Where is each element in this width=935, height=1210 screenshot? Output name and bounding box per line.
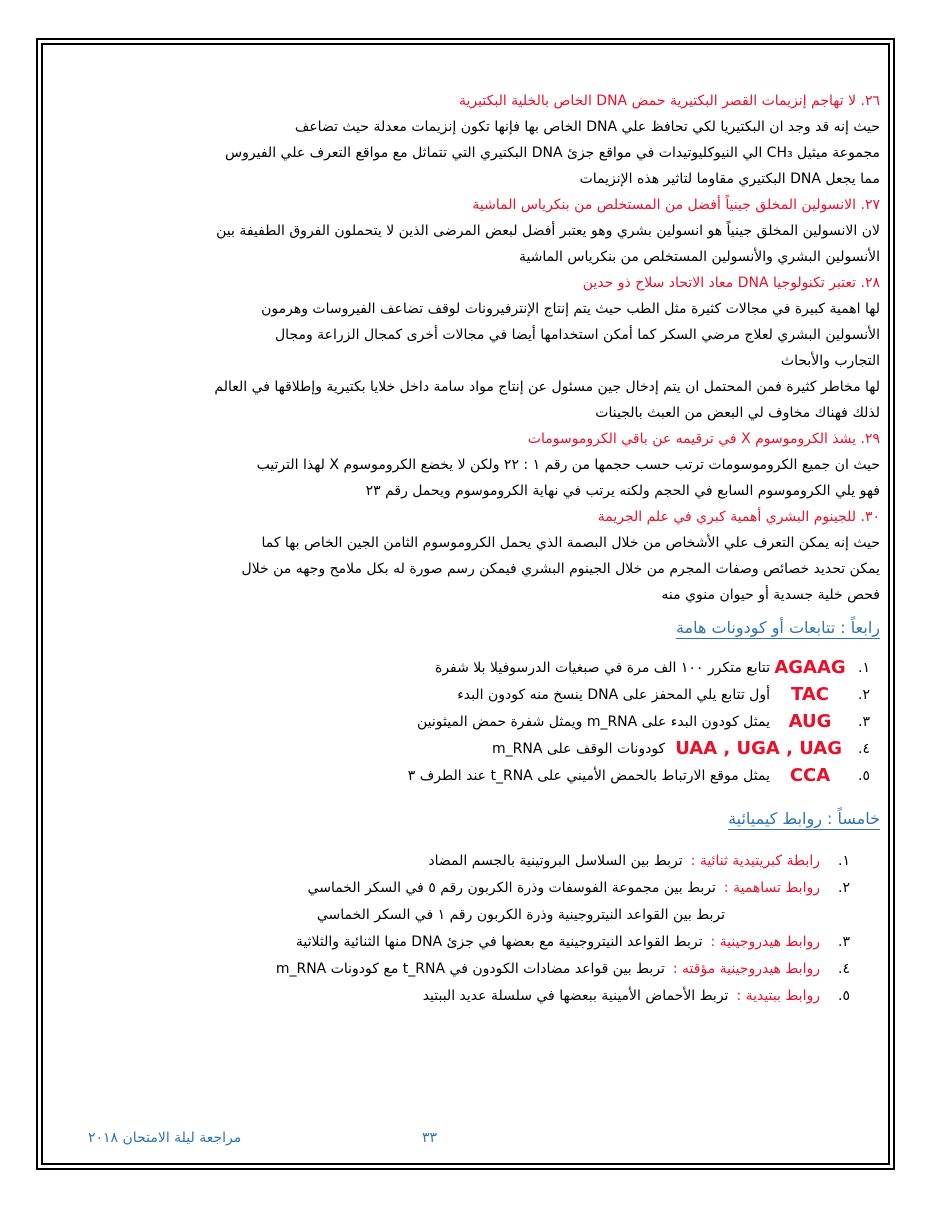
codon-sequence: TAC bbox=[790, 684, 830, 705]
codon-item bbox=[78, 654, 880, 681]
codon-description: يمثل موقع الارتباط بالحمض الأميني على t_RNA عند الطرف ٣ bbox=[407, 767, 770, 784]
item-number: ١. bbox=[858, 659, 870, 676]
bond-item bbox=[78, 982, 880, 1009]
question-title: ٢٨. تعتبر تكنولوجيا DNA معاد الاتحاد سلاح ذو حدين bbox=[582, 275, 880, 291]
item-number: ٣. bbox=[858, 713, 870, 730]
bond-item bbox=[78, 874, 880, 901]
answer-line: لذلك فهناك مخاوف لي البعض من العبث بالجينات bbox=[595, 405, 880, 421]
codon-sequence: UAA , UGA , UAG bbox=[675, 738, 842, 759]
item-number: ٢. bbox=[838, 879, 850, 896]
question-26 bbox=[78, 88, 880, 192]
question-27 bbox=[78, 192, 880, 270]
answer-line: لان الانسولين المخلق جينياً هو انسولين بشري وهو يعتبر أفضل لبعض المرضى الذين لا يتحملون الفروق الطفيفة بين bbox=[216, 223, 880, 239]
answer-line: مما يجعل DNA البكتيري مقاوما لتاثير هذه الإنزيمات bbox=[579, 171, 880, 187]
question-title: ٢٦. لا تهاجم إنزيمات القصر البكتيرية حمض DNA الخاص بالخلية البكتيرية bbox=[459, 93, 880, 109]
bond-item bbox=[78, 928, 880, 955]
item-number: ٥. bbox=[838, 987, 850, 1004]
answer-line: التجارب والأبحاث bbox=[780, 353, 880, 369]
answer-line: لها اهمية كبيرة في مجالات كثيرة مثل الطب حيث يتم إنتاج الإنترفيرونات لوقف تضاعف الفيروسات وهرمون bbox=[261, 301, 880, 317]
question-29 bbox=[78, 426, 880, 504]
item-number: ٤. bbox=[858, 740, 870, 757]
bond-name: روابط هيدروجينية : bbox=[710, 933, 820, 950]
question-title: ٣٠. للجينوم البشري أهمية كبري في علم الجريمة bbox=[597, 509, 880, 525]
codon-sequence: CCA bbox=[789, 765, 831, 786]
codon-item bbox=[78, 708, 880, 735]
item-number: ٥. bbox=[858, 767, 870, 784]
bond-description: تربط الأحماض الأمينية ببعضها في سلسلة عديد الببتيد bbox=[422, 987, 729, 1004]
codon-sequence: AGAAG bbox=[774, 657, 846, 678]
page-number: ٣٣ bbox=[422, 1130, 438, 1146]
answer-line: حيث إنه يمكن التعرف علي الأشخاص من خلال البصمة الذي يحمل الكروموسوم الثامن الجين الخاص بها كما bbox=[261, 535, 880, 551]
footer-title: مراجعة ليلة الامتحان ٢٠١٨ bbox=[88, 1130, 242, 1146]
question-28 bbox=[78, 270, 880, 426]
codon-item bbox=[78, 735, 880, 762]
answer-line: فحص خلية جسدية أو حيوان منوي منه bbox=[661, 587, 880, 603]
question-title: ٢٩. يشذ الكروموسوم X في ترقيمه عن باقي الكروموسومات bbox=[527, 431, 880, 447]
codon-description: كودونات الوقف على m_RNA bbox=[491, 740, 666, 757]
answer-line: لها مخاطر كثيرة فمن المحتمل ان يتم إدخال جين مسئول عن إنتاج مواد سامة داخل خلايا بكتيرية وإطلاقها في العالم bbox=[214, 379, 880, 395]
codon-sequence: AUG bbox=[788, 711, 832, 732]
codon-item bbox=[78, 762, 880, 789]
bond-description: تربط بين القواعد النيتروجينية وذرة الكربون رقم ١ في السكر الخماسي bbox=[316, 906, 725, 923]
section-5-heading: خامساً : روابط كيميائية bbox=[728, 809, 880, 828]
codon-description: تتابع متكرر ١٠٠ الف مرة في صبغيات الدرسوفيلا بلا شفرة bbox=[434, 659, 770, 676]
answer-line: حيث إنه قد وجد ان البكتيريا لكي تحافظ علي DNA الخاص بها فإنها تكون إنزيمات معدلة حيث تضاعف bbox=[294, 119, 880, 135]
bond-item bbox=[78, 955, 880, 982]
item-number: ٣. bbox=[838, 933, 850, 950]
answer-line: الأنسولين البشري والأنسولين المستخلص من بنكرياس الماشية bbox=[518, 249, 880, 265]
question-title: ٢٧. الانسولين المخلق جينياً أفضل من المستخلص من بنكرياس الماشية bbox=[472, 197, 880, 213]
answer-line: الأنسولين البشري لعلاج مرضي السكر كما أمكن استخدامها أيضا في مجالات أخرى كمجال الزراعة ومجال bbox=[274, 327, 880, 343]
answer-line: فهو يلي الكروموسوم السابع في الحجم ولكنه يرتب في نهاية الكروموسوم ويحمل رقم ٢٣ bbox=[365, 483, 880, 499]
answer-line: مجموعة ميثيل CH₃ الي النيوكليوتيدات في مواقع جزئ DNA البكتيري التي تتماثل مع مواقع التعرف علي الفيروس bbox=[225, 145, 880, 161]
bond-description: تربط بين قواعد مضادات الكودون في t_RNA مع كودونات m_RNA bbox=[275, 960, 665, 977]
bond-description: تربط بين السلاسل البروتينية بالجسم المضاد bbox=[428, 852, 683, 869]
page-content bbox=[78, 88, 880, 1009]
bond-item-continued bbox=[78, 901, 880, 928]
codon-item bbox=[78, 681, 880, 708]
bond-description: تربط القواعد النيتروجينية مع بعضها في جزئ DNA منها الثنائية والثلاثية bbox=[295, 933, 703, 950]
bond-name: روابط ببتيدية : bbox=[736, 987, 820, 1004]
section-4-heading: رابعاً : تتابعات أو كودونات هامة bbox=[675, 618, 880, 637]
item-number: ٤. bbox=[838, 960, 850, 977]
bond-description: تربط بين مجموعة الفوسفات وذرة الكربون رقم ٥ في السكر الخماسي bbox=[307, 879, 716, 896]
codon-description: أول تتابع يلي المحفز على DNA ينسخ منه كودون البدء bbox=[457, 686, 770, 703]
bonds-list bbox=[78, 847, 880, 1009]
answer-line: يمكن تحديد خصائص وصفات المجرم من خلال الجينوم البشري فيمكن رسم صورة له بكل ملامح وجهه من خلال bbox=[241, 561, 880, 577]
bond-name: روابط هيدروجينية مؤقته : bbox=[672, 960, 820, 977]
bond-item bbox=[78, 847, 880, 874]
codon-description: يمثل كودون البدء على m_RNA ويمثل شفرة حمض الميثونين bbox=[416, 713, 770, 730]
item-number: ١. bbox=[838, 852, 850, 869]
codon-list bbox=[78, 654, 880, 789]
question-30 bbox=[78, 504, 880, 608]
bond-name: رابطة كبريتيدية ثنائية : bbox=[690, 852, 820, 869]
answer-line: حيث ان جميع الكروموسومات ترتب حسب حجمها من رقم ١ : ٢٢ ولكن لا يخضع الكروموسوم X لهذا الترتيب bbox=[256, 457, 880, 473]
bond-name: روابط تساهمية : bbox=[723, 879, 820, 896]
item-number: ٢. bbox=[858, 686, 870, 703]
